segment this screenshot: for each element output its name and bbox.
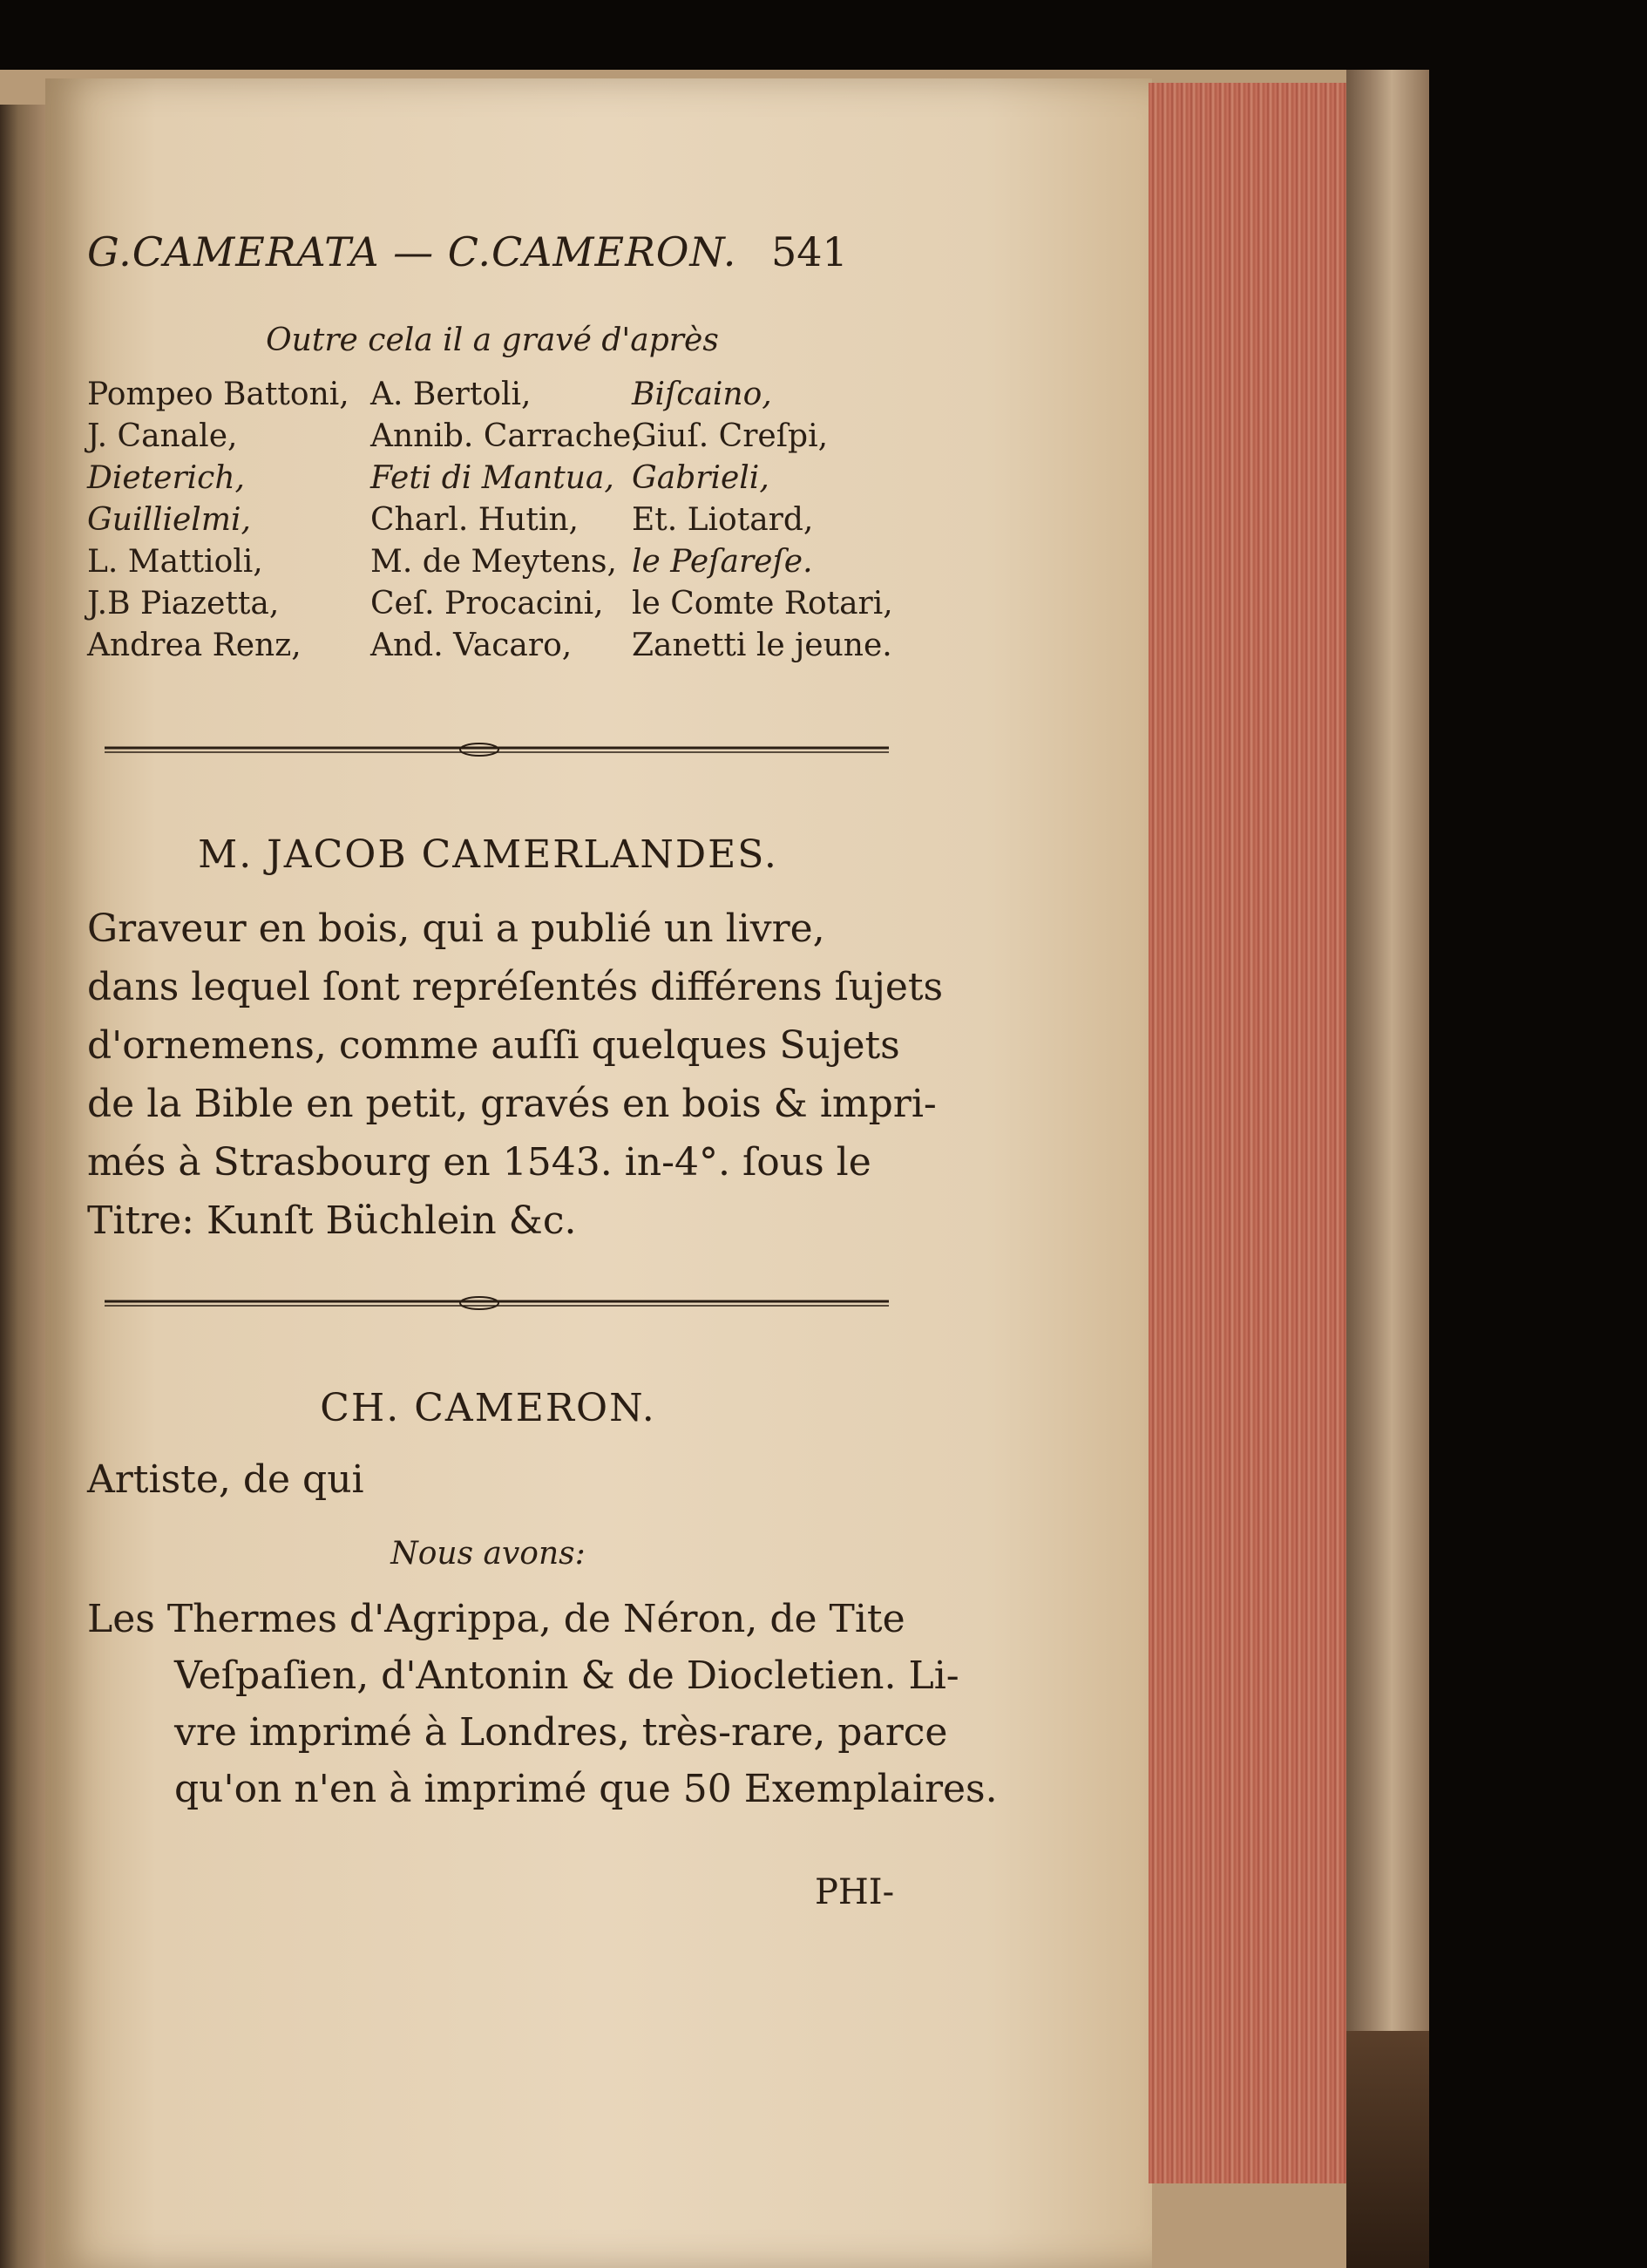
artist-name: Annib. Carrache,: [370, 418, 641, 454]
entry-text-line: Les Thermes d'Agrippa, de Néron, de Tite: [87, 1597, 905, 1641]
artist-name: Andrea Renz,: [87, 628, 302, 663]
artist-name: Biſcaino,: [632, 377, 772, 412]
artist-name: M. de Meytens,: [370, 544, 617, 580]
entry-heading: M. JACOB CAMERLANDES.: [198, 832, 778, 877]
artist-name: le Peſareſe.: [632, 544, 813, 580]
entry-text-line: vre imprimé à Londres, très-rare, parce: [174, 1710, 948, 1755]
running-header: G.CAMERATA — C.CAMERON.: [87, 228, 737, 275]
entry-text-line: Veſpaſien, d'Antonin & de Diocletien. Li-: [174, 1653, 959, 1698]
artist-name: Giuſ. Creſpi,: [632, 418, 829, 454]
ornament-divider: [105, 741, 889, 758]
entry-text-line: Titre: Kunſt Büchlein &c.: [87, 1199, 577, 1243]
artist-name: Feti di Mantua,: [370, 460, 614, 496]
artist-name: And. Vacaro,: [370, 628, 573, 663]
artist-name: Zanetti le jeune.: [632, 628, 892, 663]
intro-line: Outre cela il a gravé d'après: [266, 323, 719, 358]
catchword: PHI-: [815, 1872, 895, 1912]
artist-name: A. Bertoli,: [370, 377, 532, 412]
page-number: 541: [771, 228, 848, 275]
artist-name: Gabrieli,: [632, 460, 769, 496]
artist-name: J.B Piazetta,: [87, 586, 280, 621]
artist-name: le Comte Rotari,: [632, 586, 893, 621]
entry-intro: Artiste, de qui: [87, 1457, 364, 1502]
artist-name: L. Mattioli,: [87, 544, 263, 580]
artist-name: J. Canale,: [87, 418, 238, 454]
artist-name: Guillielmi,: [87, 502, 251, 538]
entry-text-line: més à Strasbourg en 1543. in-4°. ſous le: [87, 1140, 871, 1185]
ornament-divider: [105, 1294, 889, 1312]
entry-text-line: dans lequel ſont repréſentés différens ſujets: [87, 965, 944, 1009]
entry-text-line: d'ornemens, comme auſſi quelques Sujets: [87, 1023, 900, 1068]
artist-name: Charl. Hutin,: [370, 502, 579, 538]
entry-heading: CH. CAMERON.: [320, 1386, 656, 1430]
entry-text-line: Graveur en bois, qui a publié un livre,: [87, 907, 825, 951]
artist-name: Dieterich,: [87, 460, 245, 496]
artist-name: Pompeo Battoni,: [87, 377, 349, 412]
entry-text-line: de la Bible en petit, gravés en bois & impri-: [87, 1082, 937, 1126]
artist-name: Ceſ. Procacini,: [370, 586, 604, 621]
entry-text-line: qu'on n'en à imprimé que 50 Exemplaires.: [174, 1767, 998, 1811]
entry-subhead: Nous avons:: [390, 1536, 586, 1572]
artist-name: Et. Liotard,: [632, 502, 814, 538]
